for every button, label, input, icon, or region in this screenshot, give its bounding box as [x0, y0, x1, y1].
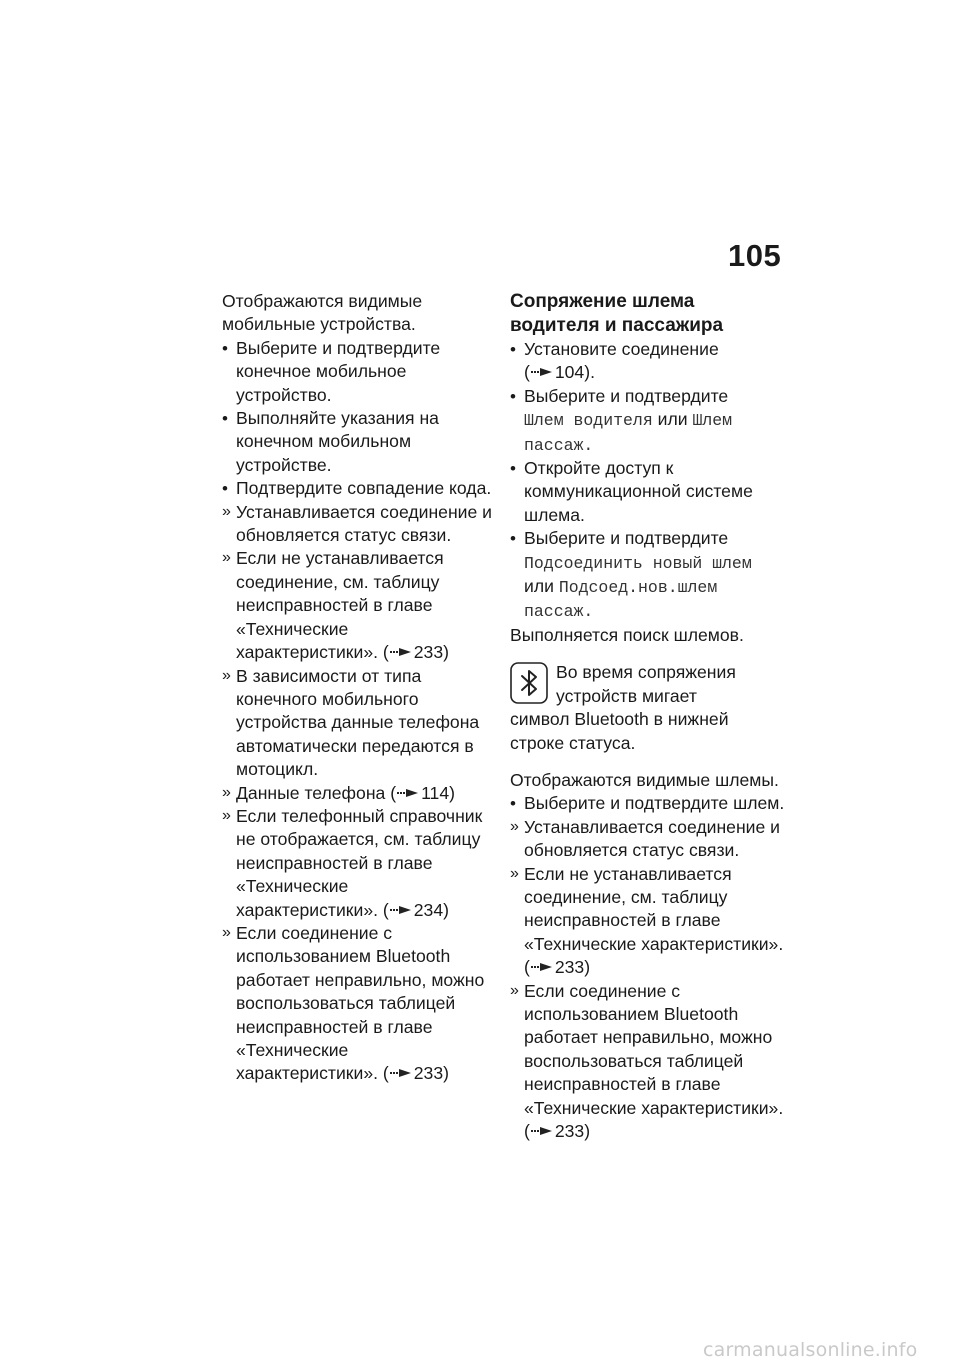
right-column — [510, 290, 785, 1143]
bluetooth-note-text-end: символ Bluetooth в нижней строке статуса. — [510, 709, 729, 753]
list-item: • Выберите и подтвердите конечное мобильное устройство. — [222, 337, 492, 407]
menu-option-connect-new-helmet: Подсоединить новый шлем — [524, 553, 752, 573]
page-number: 105 — [728, 238, 782, 273]
bluetooth-note-text-start: Во время сопряжения устройств мигает — [556, 662, 736, 706]
page-reference[interactable]: 233 — [554, 957, 585, 978]
menu-option-rider-helmet: Шлем водителя — [524, 411, 653, 431]
section-heading: Сопряжение шлема водителя и пассажира — [510, 291, 724, 336]
list-item: • Откройте доступ к коммуникационной системе шлема. — [510, 457, 785, 527]
watermark: carmanualsonline.info — [703, 1339, 918, 1361]
list-item: • Выполняйте указания на конечном мобильном устройстве. — [222, 407, 492, 477]
pairing-steps-list — [510, 338, 785, 624]
search-text: Выполняется поиск шлемов. — [510, 624, 744, 645]
list-item: » Если не устанавливается соединение, см. таблицу неисправностей в главе «Технические характеристики». ( 233) — [222, 547, 492, 664]
list-item: » В зависимости от типа конечного мобильного устройства данные телефона автоматически передаются в мотоцикл. — [222, 665, 492, 782]
reference-arrow-icon — [531, 1125, 553, 1137]
helmet-steps-list — [510, 792, 785, 1143]
list-item: » Данные телефона ( 114) — [222, 782, 492, 805]
page-reference[interactable]: 104 — [554, 362, 585, 383]
list-item: • Установите соединение ( 104). — [510, 338, 785, 385]
visible-helmets-text: Отображаются видимые шлемы. — [510, 769, 779, 790]
reference-arrow-icon — [531, 366, 553, 378]
list-item: » Устанавливается соединение и обновляется статус связи. — [510, 816, 785, 863]
reference-arrow-icon — [390, 1067, 412, 1079]
bluetooth-note — [510, 661, 785, 708]
reference-arrow-icon — [390, 904, 412, 916]
list-item: • Выберите и подтвердите Подсоединить новый шлем или Подсоед.нов.шлем пассаж. — [510, 527, 785, 624]
bluetooth-icon — [510, 662, 548, 704]
list-item: » Если телефонный справочник не отображается, см. таблицу неисправностей в главе «Технические характеристики». ( 234) — [222, 805, 492, 922]
list-item: » Устанавливается соединение и обновляется статус связи. — [222, 501, 492, 548]
page-reference[interactable]: 233 — [554, 1121, 585, 1141]
list-item: » Если соединение с использованием Bluetooth работает неправильно, можно воспользоваться таблицей неисправностей в главе «Технические характеристики». ( 233) — [222, 922, 492, 1086]
left-column — [222, 290, 492, 1086]
list-item: • Подтвердите совпадение кода. — [222, 477, 492, 500]
list-item: • Выберите и подтвердите шлем. — [510, 792, 785, 815]
reference-arrow-icon — [390, 646, 412, 658]
menu-option-passenger-helmet: Шлем пассаж. — [524, 411, 733, 455]
list-item: » Если соединение с использованием Bluetooth работает неправильно, можно воспользоваться таблицей неисправностей в главе «Технические характеристики». ( 233) — [510, 980, 785, 1144]
page-reference[interactable]: 233 — [413, 642, 444, 663]
menu-option-connect-passenger-helmet: Подсоед.нов.шлем пассаж. — [524, 578, 718, 622]
page-reference[interactable]: 234 — [413, 899, 444, 920]
list-item: » Если не устанавливается соединение, см. таблицу неисправностей в главе «Технические характеристики». ( 233) — [510, 863, 785, 980]
reference-arrow-icon — [531, 961, 553, 973]
intro-text: Отображаются видимые мобильные устройства. — [222, 291, 423, 335]
list-item: • Выберите и подтвердите Шлем водителя или Шлем пассаж. — [510, 385, 785, 457]
left-steps-list — [222, 337, 492, 1086]
page-reference[interactable]: 233 — [413, 1063, 444, 1084]
page-reference[interactable]: 114 — [421, 782, 450, 803]
reference-arrow-icon — [397, 787, 419, 799]
